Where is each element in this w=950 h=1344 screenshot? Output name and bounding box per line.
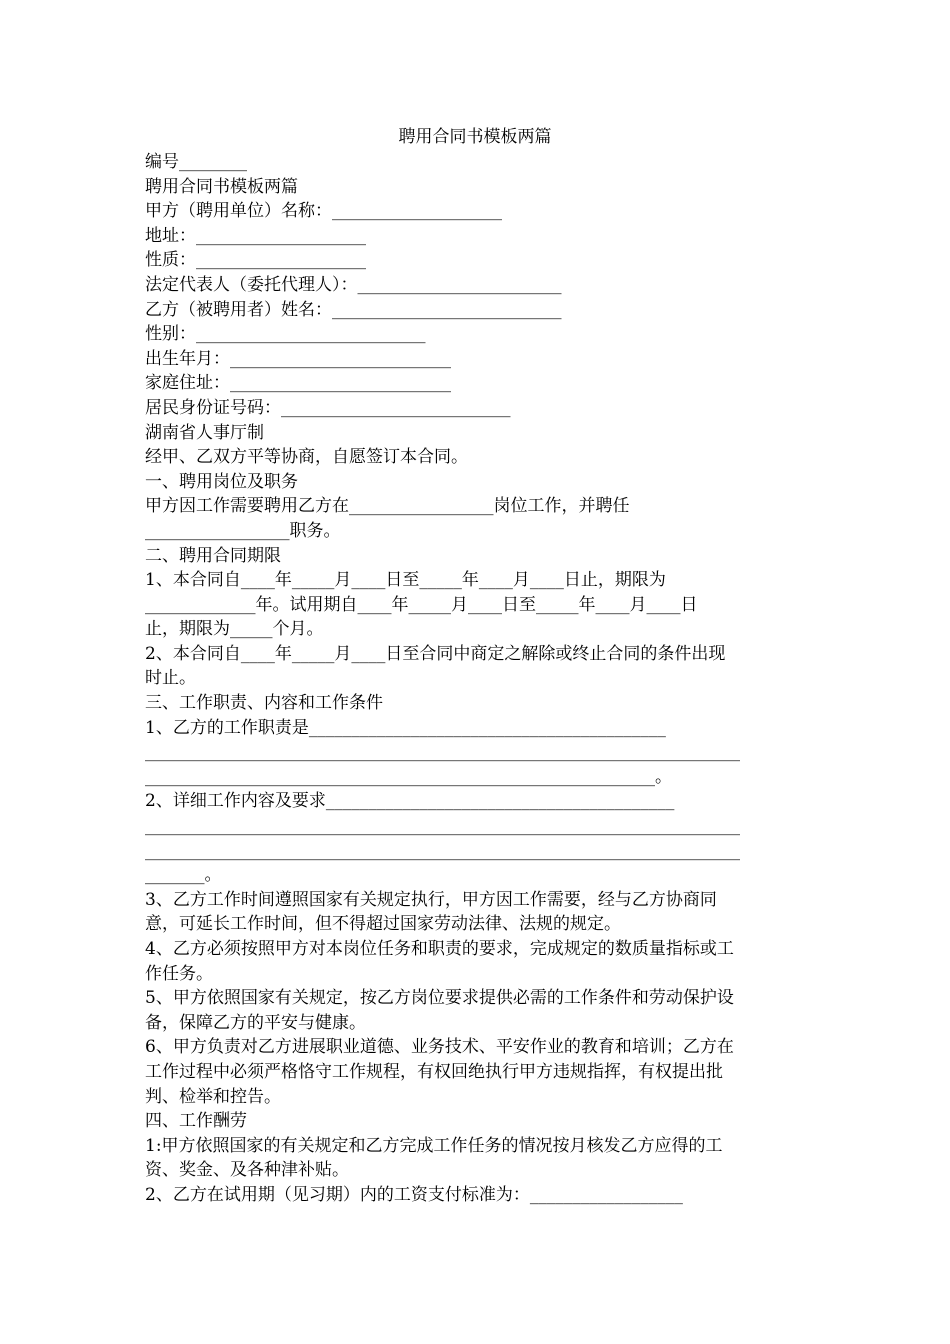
text-line: 法定代表人（委托代理人）：________________________ <box>145 274 562 295</box>
text-line: 性别：___________________________ <box>145 324 426 345</box>
document-title: 聘用合同书模板两篇 <box>398 127 552 147</box>
text-line: 意，可延长工作时间，但不得超过国家劳动法律、法规的规定。 <box>145 914 621 935</box>
text-line: 性质：____________________ <box>145 250 366 271</box>
text-line: 5、甲方依照国家有关规定，按乙方岗位要求提供必需的工作条件和劳动保护设 <box>145 988 734 1009</box>
text-line: _____________年。试用期自____年_____月____日至_____年____月____日 <box>145 594 698 615</box>
text-line: _________________职务。 <box>145 520 341 541</box>
text-line: _______。 <box>145 865 222 886</box>
text-line: 1、乙方的工作职责是__________________________________________ <box>145 717 666 738</box>
section-heading: 三、工作职责、内容和工作条件 <box>145 693 383 714</box>
text-line: 2、乙方在试用期（见习期）内的工资支付标准为：__________________ <box>145 1184 683 1205</box>
section-heading: 一、聘用岗位及职务 <box>145 471 298 492</box>
section-heading: 四、工作酬劳 <box>145 1111 247 1132</box>
text-line: 经甲、乙双方平等协商，自愿签订本合同。 <box>145 447 468 468</box>
text-line: 湖南省人事厅制 <box>145 422 264 443</box>
text-line: ______________________________________________________________________ <box>145 816 740 837</box>
text-line: 3、乙方工作时间遵照国家有关规定执行，甲方因工作需要，经与乙方协商同 <box>145 889 717 910</box>
text-line: 资、奖金、及各种津补贴。 <box>145 1160 349 1181</box>
text-line: 出生年月：__________________________ <box>145 348 451 369</box>
section-heading: 二、聘用合同期限 <box>145 545 281 566</box>
text-line: 工作过程中必须严格恪守工作规程，有权回绝执行甲方违规指挥，有权提出批 <box>145 1061 723 1082</box>
text-line: 编号________ <box>145 152 247 172</box>
text-line: 时止。 <box>145 668 196 689</box>
text-line: ______________________________________________________________________ <box>145 742 740 763</box>
text-line: ____________________________________________________________。 <box>145 766 672 787</box>
text-line: 1:甲方依照国家的有关规定和乙方完成工作任务的情况按月核发乙方应得的工 <box>145 1135 723 1156</box>
text-line: 家庭住址：__________________________ <box>145 373 451 394</box>
text-line: 判、检举和控告。 <box>145 1086 281 1107</box>
text-line: 甲方因工作需要聘用乙方在_________________岗位工作，并聘任 <box>145 496 630 517</box>
text-line: 止，期限为_____个月。 <box>145 619 324 640</box>
document-body <box>145 150 810 1208</box>
text-line: 甲方（聘用单位）名称：____________________ <box>145 201 502 222</box>
text-line: 6、甲方负责对乙方进展职业道德、业务技术、平安作业的教育和培训；乙方在 <box>145 1037 734 1058</box>
text-line: ______________________________________________________________________ <box>145 840 740 861</box>
text-line: 1、本合同自____年_____月____日至_____年____月____日止，期限为 <box>145 570 666 591</box>
text-line: 乙方（被聘用者）姓名：___________________________ <box>145 299 562 320</box>
text-line: 聘用合同书模板两篇 <box>145 176 298 197</box>
text-line: 备，保障乙方的平安与健康。 <box>145 1012 366 1033</box>
text-line: 2、本合同自____年_____月____日至合同中商定之解除或终止合同的条件出现 <box>145 643 726 664</box>
text-line: 2、详细工作内容及要求_________________________________________ <box>145 791 675 812</box>
text-line: 作任务。 <box>145 963 213 984</box>
text-line: 地址：____________________ <box>145 225 366 246</box>
text-line: 4、乙方必须按照甲方对本岗位任务和职责的要求，完成规定的数质量指标或工 <box>145 939 734 959</box>
text-line: 居民身份证号码：___________________________ <box>145 397 511 418</box>
